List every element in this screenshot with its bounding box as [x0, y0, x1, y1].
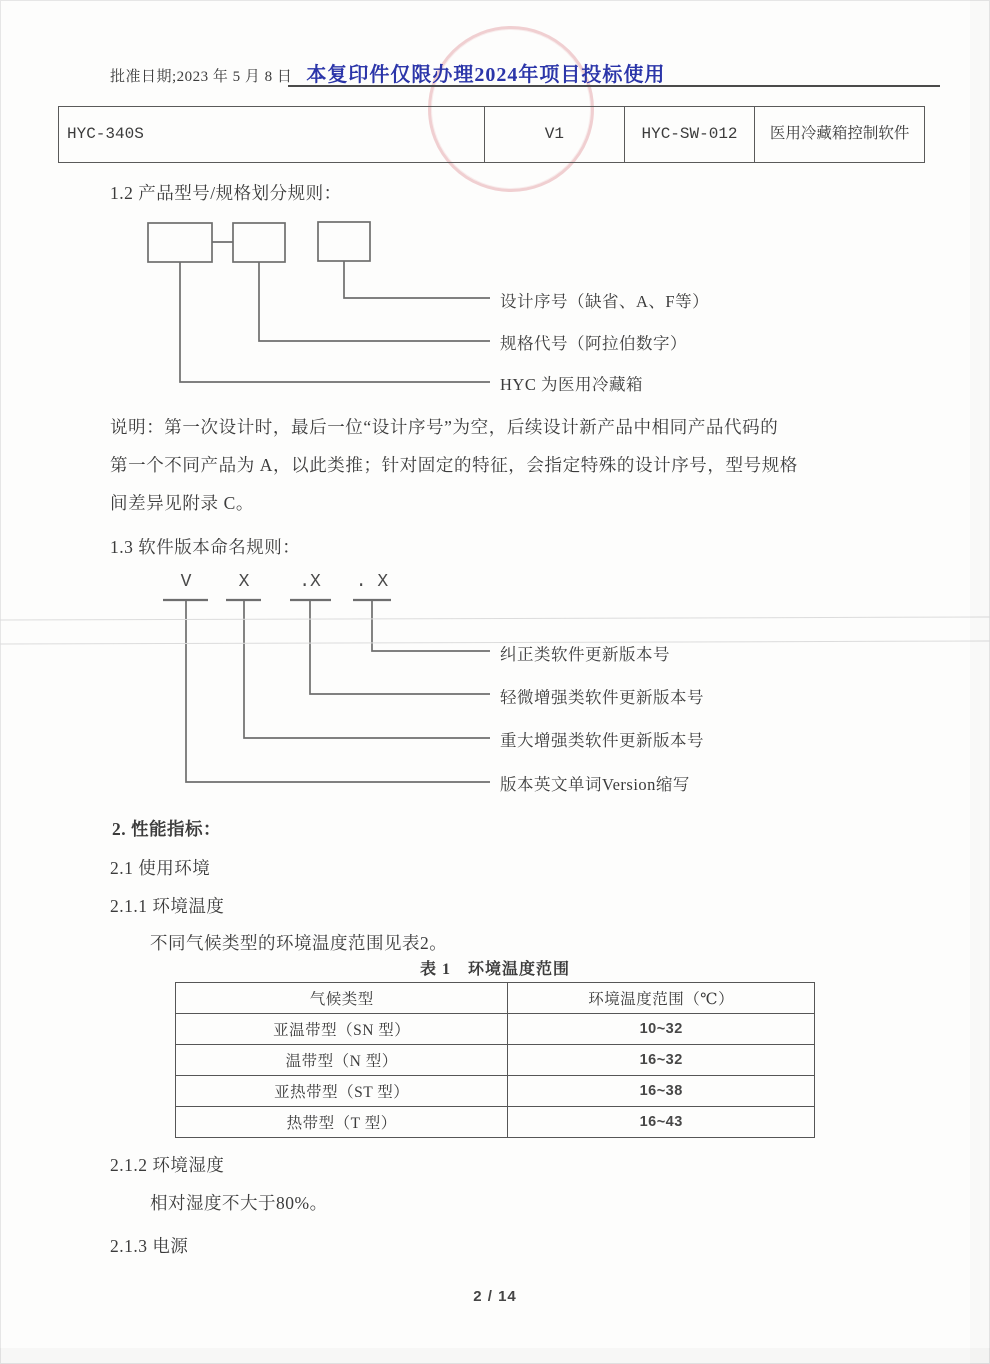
- note-line: 说明：第一次设计时，最后一位“设计序号”为空，后续设计新产品中相同产品代码的: [110, 417, 779, 437]
- section-2-1-2-heading: 2.1.2 环境湿度: [110, 1155, 225, 1175]
- doc-version-cell: V1: [485, 107, 625, 162]
- restriction-notice-text: 本复印件仅限办理2024年项目投标使用: [306, 64, 666, 86]
- model-diagram-label-hyc: HYC 为医用冷藏箱: [500, 375, 643, 394]
- cell-range: 16~32: [508, 1045, 815, 1076]
- section-2-1-2-text: 相对湿度不大于80%。: [150, 1193, 328, 1213]
- cell-climate: 温带型（N 型）: [176, 1045, 508, 1076]
- cell-range: 16~43: [508, 1107, 815, 1138]
- section-2-1-1-heading: 2.1.1 环境温度: [110, 896, 225, 916]
- version-char-x3: . X: [355, 572, 389, 592]
- col-header-temp-range: 环境温度范围（℃）: [508, 983, 815, 1014]
- section-2-heading: 2. 性能指标：: [112, 819, 221, 839]
- section-2-1-1-text: 不同气候类型的环境温度范围见表2。: [150, 933, 448, 953]
- table-row: [176, 1107, 815, 1138]
- note-line: 第一个不同产品为 A，以此类推；针对固定的特征，会指定特殊的设计序号，型号规格: [110, 455, 798, 475]
- section-1-2-heading: 1.2 产品型号/规格划分规则：: [110, 183, 342, 203]
- table-row: [176, 1014, 815, 1045]
- version-label-correction: 纠正类软件更新版本号: [500, 645, 670, 664]
- cell-climate: 亚热带型（ST 型）: [176, 1076, 508, 1107]
- approval-date-text: 批准日期;2023 年 5 月 8 日: [110, 69, 293, 85]
- model-diagram-label-design-seq: 设计序号（缺省、A、F等）: [500, 292, 710, 311]
- version-char-x1: X: [238, 572, 250, 592]
- version-label-minor-enhance: 轻微增强类软件更新版本号: [500, 688, 704, 707]
- section-2-1-3-heading: 2.1.3 电源: [110, 1236, 189, 1256]
- table-row: [176, 1076, 815, 1107]
- approval-header: [110, 58, 665, 87]
- version-label-major-enhance: 重大增强类软件更新版本号: [500, 731, 704, 750]
- version-label-version-abbrev: 版本英文单词Version缩写: [500, 775, 690, 794]
- table-row: [176, 1045, 815, 1076]
- table-header-row: [176, 983, 815, 1014]
- env-temperature-table: [175, 982, 815, 1138]
- version-char-x2: .X: [299, 572, 321, 592]
- note-paragraph: [110, 408, 798, 522]
- scan-edge-right: [970, 0, 990, 1364]
- doc-header-table: [58, 106, 925, 163]
- section-1-3-heading: 1.3 软件版本命名规则：: [110, 537, 301, 557]
- version-char-v: V: [180, 572, 192, 592]
- cell-climate: 热带型（T 型）: [176, 1107, 508, 1138]
- page-number: 2 / 14: [473, 1288, 517, 1305]
- note-line: 间差异见附录 C。: [110, 493, 254, 513]
- doc-model-cell: HYC-340S: [59, 107, 485, 162]
- doc-name-cell: 医用冷藏箱控制软件: [769, 125, 910, 143]
- scan-edge-bottom: [0, 1348, 990, 1364]
- table1-title: 表 1 环境温度范围: [419, 961, 570, 978]
- cell-range: 10~32: [508, 1014, 815, 1045]
- header-underline: [288, 85, 940, 87]
- model-diagram-label-spec-code: 规格代号（阿拉伯数字）: [500, 334, 687, 353]
- col-header-climate-type: 气候类型: [176, 983, 508, 1014]
- cell-climate: 亚温带型（SN 型）: [176, 1014, 508, 1045]
- cell-range: 16~38: [508, 1076, 815, 1107]
- section-2-1-heading: 2.1 使用环境: [110, 858, 211, 878]
- doc-code-cell: HYC-SW-012: [625, 107, 756, 162]
